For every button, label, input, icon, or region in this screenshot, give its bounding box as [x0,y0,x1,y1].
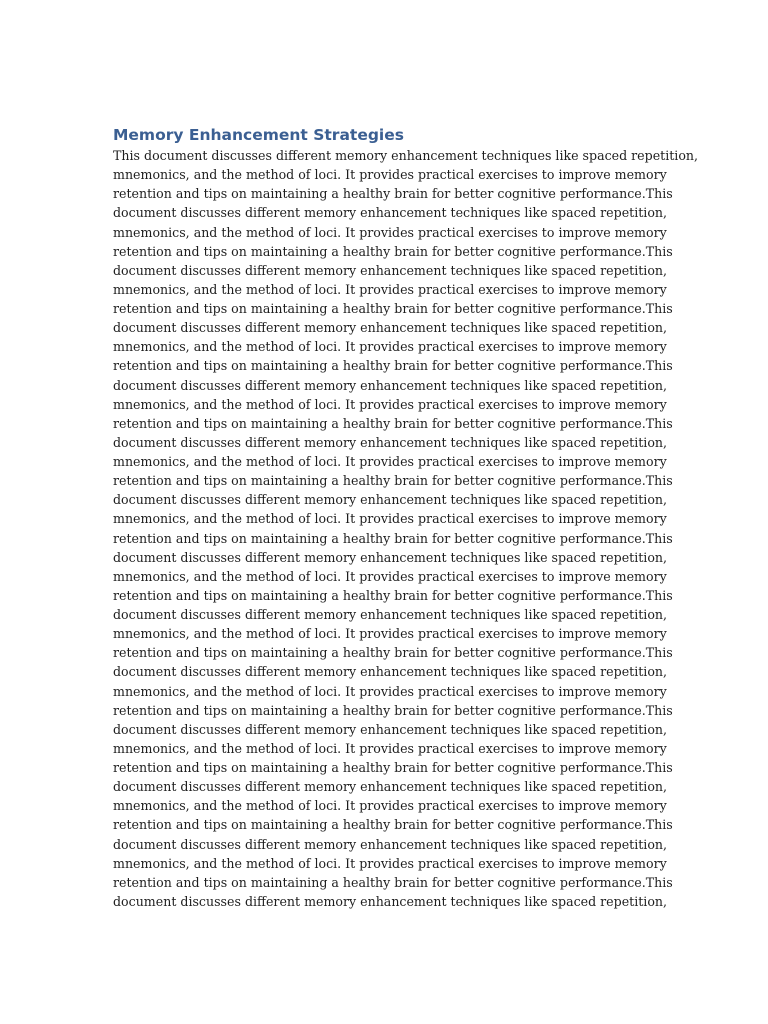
body-line: retention and tips on maintaining a healthy brain for better cognitive performance.This [113,587,673,603]
body-line: document discusses different memory enhancement techniques like spaced repetition, [113,262,668,278]
document-content [113,124,699,911]
body-line: mnemonics, and the method of loci. It provides practical exercises to improve memory [113,626,667,642]
body-line: mnemonics, and the method of loci. It provides practical exercises to improve memory [113,339,667,355]
body-line: retention and tips on maintaining a healthy brain for better cognitive performance.This [113,874,673,890]
body-line: document discusses different memory enhancement techniques like spaced repetition, [113,893,668,909]
body-line: mnemonics, and the method of loci. It provides practical exercises to improve memory [113,683,667,699]
body-line: document discusses different memory enhancement techniques like spaced repetition, [113,549,668,565]
body-line: retention and tips on maintaining a healthy brain for better cognitive performance.This [113,186,673,202]
body-line: retention and tips on maintaining a healthy brain for better cognitive performance.This [113,243,673,259]
body-line: retention and tips on maintaining a healthy brain for better cognitive performance.This [113,473,673,489]
body-line: mnemonics, and the method of loci. It provides practical exercises to improve memory [113,798,667,814]
body-line: document discusses different memory enhancement techniques like spaced repetition, [113,836,668,852]
body-line: document discusses different memory enhancement techniques like spaced repetition, [113,607,668,622]
body-line: document discusses different memory enhancement techniques like spaced repetition, [113,377,668,393]
body-line: document discusses different memory enhancement techniques like spaced repetition, [113,320,668,336]
body-line: mnemonics, and the method of loci. It provides practical exercises to improve memory [113,855,667,871]
body-line: document discusses different memory enhancement techniques like spaced repetition, [113,492,668,508]
body-line: mnemonics, and the method of loci. It provides practical exercises to improve memory [113,568,667,584]
body-line: mnemonics, and the method of loci. It provides practical exercises to improve memory [113,511,667,527]
body-line: retention and tips on maintaining a healthy brain for better cognitive performance.This [113,358,673,374]
body-line: mnemonics, and the method of loci. It provides practical exercises to improve memory [113,224,667,240]
body-line: document discusses different memory enhancement techniques like spaced repetition, [113,664,668,680]
body-line: retention and tips on maintaining a healthy brain for better cognitive performance.This [113,702,673,718]
body-line: document discusses different memory enhancement techniques like spaced repetition, [113,205,668,221]
body-line: retention and tips on maintaining a healthy brain for better cognitive performance.This [113,645,673,661]
body-line: mnemonics, and the method of loci. It provides practical exercises to improve memory [113,281,667,297]
document-body [113,146,699,911]
body-line: document discusses different memory enhancement techniques like spaced repetition, [113,721,668,737]
body-line: mnemonics, and the method of loci. It provides practical exercises to improve memory [113,396,667,412]
body-line: mnemonics, and the method of loci. It provides practical exercises to improve memory [113,740,667,756]
body-line: retention and tips on maintaining a healthy brain for better cognitive performance.This [113,415,673,431]
body-line: retention and tips on maintaining a healthy brain for better cognitive performance.This [113,817,673,833]
body-line: This document discusses different memory enhancement techniques like spaced repetition, [113,148,699,163]
body-line: document discusses different memory enhancement techniques like spaced repetition, [113,434,668,450]
body-line: mnemonics, and the method of loci. It provides practical exercises to improve memory [113,454,667,469]
body-line: retention and tips on maintaining a healthy brain for better cognitive performance.This [113,760,673,775]
body-line: retention and tips on maintaining a healthy brain for better cognitive performance.This [113,530,673,546]
body-line: mnemonics, and the method of loci. It provides practical exercises to improve memory [113,167,667,183]
document-title: Memory Enhancement Strategies [113,126,404,144]
body-line: document discusses different memory enhancement techniques like spaced repetition, [113,779,668,795]
body-line: retention and tips on maintaining a healthy brain for better cognitive performance.This [113,301,673,316]
